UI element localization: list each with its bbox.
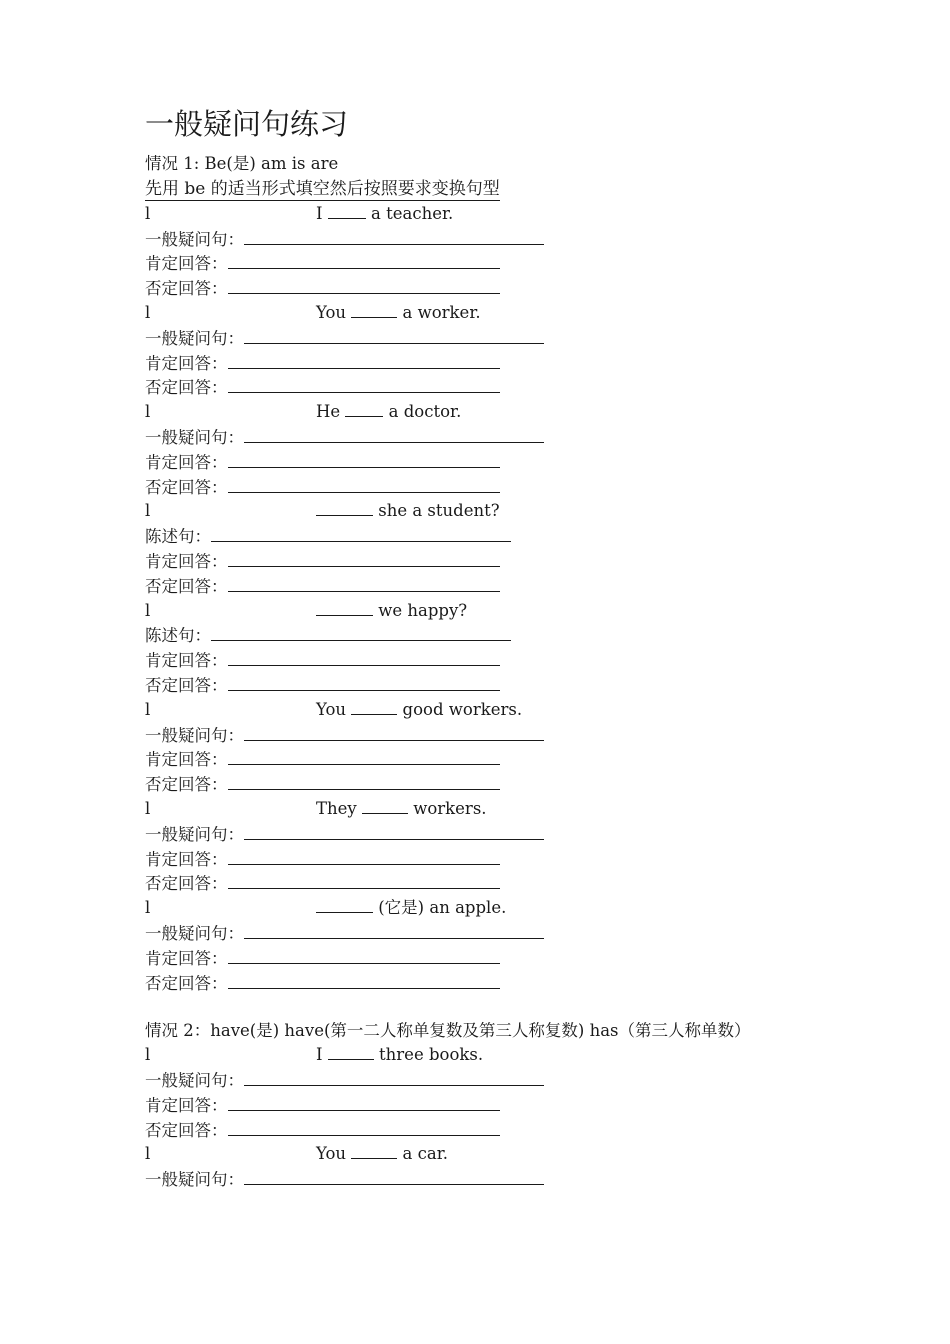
fill-blank[interactable] xyxy=(351,303,397,318)
answer-line[interactable] xyxy=(244,921,544,939)
fill-blank[interactable] xyxy=(351,700,397,715)
negative-row xyxy=(145,1118,825,1143)
question-label: 一般疑问句： xyxy=(145,725,244,745)
negative-row xyxy=(145,971,825,996)
sentence-pre: You xyxy=(316,1144,347,1164)
sentence-pre: You xyxy=(316,699,347,719)
fill-blank[interactable] xyxy=(316,501,373,516)
positive-label: 肯定回答： xyxy=(145,651,228,671)
sentence-post: three books. xyxy=(379,1045,484,1065)
exercise-item xyxy=(145,499,825,524)
question-row xyxy=(145,425,825,450)
question-row xyxy=(145,822,825,847)
sentence-post: a car. xyxy=(402,1144,449,1164)
positive-row xyxy=(145,648,825,673)
question-row xyxy=(145,326,825,351)
sentence-post: a doctor. xyxy=(388,402,462,422)
negative-label: 否定回答： xyxy=(145,973,228,993)
worksheet xyxy=(145,104,825,1192)
answer-line[interactable] xyxy=(228,375,500,393)
sentence-post: (它是) an apple. xyxy=(378,898,507,918)
answer-line[interactable] xyxy=(244,1167,544,1185)
answer-line[interactable] xyxy=(228,871,500,889)
exercise-item xyxy=(145,1142,825,1167)
negative-row xyxy=(145,673,825,698)
positive-label: 肯定回答： xyxy=(145,948,228,968)
exercise-item xyxy=(145,599,825,624)
bullet: l xyxy=(145,699,151,719)
negative-label: 否定回答： xyxy=(145,1120,228,1140)
fill-blank[interactable] xyxy=(345,402,383,417)
section-1-heading: 情况 1: Be(是) am is are xyxy=(145,154,339,173)
question-row xyxy=(145,921,825,946)
positive-label: 肯定回答： xyxy=(145,1095,228,1115)
negative-label: 否定回答： xyxy=(145,477,228,497)
answer-line[interactable] xyxy=(228,971,500,989)
instruction-row xyxy=(145,177,825,202)
answer-line[interactable] xyxy=(228,772,500,790)
negative-row xyxy=(145,475,825,500)
negative-row xyxy=(145,772,825,797)
question-label: 一般疑问句： xyxy=(145,427,244,447)
exercise-item xyxy=(145,698,825,723)
answer-line[interactable] xyxy=(228,351,500,369)
negative-label: 否定回答： xyxy=(145,576,228,596)
answer-line[interactable] xyxy=(228,475,500,493)
positive-row xyxy=(145,847,825,872)
fill-blank[interactable] xyxy=(328,204,366,219)
spacer xyxy=(145,995,825,1019)
positive-label: 肯定回答： xyxy=(145,254,228,274)
exercise-item xyxy=(145,400,825,425)
positive-label: 肯定回答： xyxy=(145,551,228,571)
positive-label: 肯定回答： xyxy=(145,849,228,869)
negative-row xyxy=(145,276,825,301)
sentence-post: a teacher. xyxy=(371,203,454,223)
answer-line[interactable] xyxy=(228,450,500,468)
answer-line[interactable] xyxy=(228,1118,500,1136)
question-label: 一般疑问句： xyxy=(145,1170,244,1190)
sentence-pre: They xyxy=(316,798,357,818)
sentence-pre: You xyxy=(316,302,347,322)
statement-label: 陈述句： xyxy=(145,527,211,547)
fill-blank[interactable] xyxy=(316,898,373,913)
statement-row xyxy=(145,524,825,549)
negative-row xyxy=(145,574,825,599)
bullet: l xyxy=(145,600,151,620)
bullet: l xyxy=(145,798,151,818)
positive-label: 肯定回答： xyxy=(145,353,228,373)
bullet: l xyxy=(145,1045,151,1065)
negative-label: 否定回答： xyxy=(145,874,228,894)
bullet: l xyxy=(145,402,151,422)
positive-row xyxy=(145,450,825,475)
fill-blank[interactable] xyxy=(316,601,373,616)
answer-line[interactable] xyxy=(244,822,544,840)
answer-line[interactable] xyxy=(228,1093,500,1111)
negative-label: 否定回答： xyxy=(145,775,228,795)
negative-row xyxy=(145,375,825,400)
statement-label: 陈述句： xyxy=(145,626,211,646)
positive-row xyxy=(145,747,825,772)
section-1-instruction: 先用 be 的适当形式填空然后按照要求变换句型 xyxy=(145,178,500,199)
answer-line[interactable] xyxy=(244,227,544,245)
question-row xyxy=(145,1167,825,1192)
bullet: l xyxy=(145,898,151,918)
sentence-pre: He xyxy=(316,402,341,422)
answer-line[interactable] xyxy=(211,623,511,641)
bullet: l xyxy=(145,1144,151,1164)
answer-line[interactable] xyxy=(228,549,500,567)
negative-label: 否定回答： xyxy=(145,279,228,299)
statement-row xyxy=(145,623,825,648)
answer-line[interactable] xyxy=(228,673,500,691)
sentence-post: she a student? xyxy=(378,501,500,521)
fill-blank[interactable] xyxy=(328,1045,374,1060)
answer-line[interactable] xyxy=(211,524,511,542)
question-label: 一般疑问句： xyxy=(145,923,244,943)
answer-line[interactable] xyxy=(228,847,500,865)
fill-blank[interactable] xyxy=(362,799,408,814)
positive-row xyxy=(145,251,825,276)
sentence-post: good workers. xyxy=(402,699,523,719)
section-2-heading: 情况 2：have(是) have(第一二人称单复数及第三人称复数) has（第三人称单数） xyxy=(145,1021,751,1041)
answer-line[interactable] xyxy=(228,574,500,592)
bullet: l xyxy=(145,302,151,322)
positive-row xyxy=(145,946,825,971)
sentence-pre: I xyxy=(316,1045,323,1065)
answer-line[interactable] xyxy=(228,648,500,666)
answer-line[interactable] xyxy=(244,723,544,741)
positive-label: 肯定回答： xyxy=(145,452,228,472)
exercise-item xyxy=(145,797,825,822)
exercise-item xyxy=(145,896,825,921)
answer-line[interactable] xyxy=(244,425,544,443)
positive-row xyxy=(145,1093,825,1118)
page-title: 一般疑问句练习 xyxy=(145,107,349,141)
negative-row xyxy=(145,871,825,896)
exercise-item xyxy=(145,301,825,326)
answer-line[interactable] xyxy=(228,946,500,964)
negative-label: 否定回答： xyxy=(145,378,228,398)
question-label: 一般疑问句： xyxy=(145,824,244,844)
exercise-item xyxy=(145,202,825,227)
question-row xyxy=(145,227,825,252)
sentence-pre: I xyxy=(316,203,323,223)
fill-blank[interactable] xyxy=(351,1144,397,1159)
sentence-post: workers. xyxy=(413,798,487,818)
positive-label: 肯定回答： xyxy=(145,750,228,770)
positive-row xyxy=(145,351,825,376)
negative-label: 否定回答： xyxy=(145,675,228,695)
sentence-post: we happy? xyxy=(378,600,468,620)
sentence-post: a worker. xyxy=(402,302,481,322)
answer-line[interactable] xyxy=(228,251,500,269)
question-label: 一般疑问句： xyxy=(145,229,244,249)
question-row xyxy=(145,723,825,748)
answer-line[interactable] xyxy=(244,326,544,344)
question-label: 一般疑问句： xyxy=(145,328,244,348)
answer-line[interactable] xyxy=(228,747,500,765)
answer-line[interactable] xyxy=(228,276,500,294)
bullet: l xyxy=(145,203,151,223)
bullet: l xyxy=(145,501,151,521)
question-row xyxy=(145,1068,825,1093)
question-label: 一般疑问句： xyxy=(145,1071,244,1091)
positive-row xyxy=(145,549,825,574)
answer-line[interactable] xyxy=(244,1068,544,1086)
exercise-item xyxy=(145,1043,825,1068)
